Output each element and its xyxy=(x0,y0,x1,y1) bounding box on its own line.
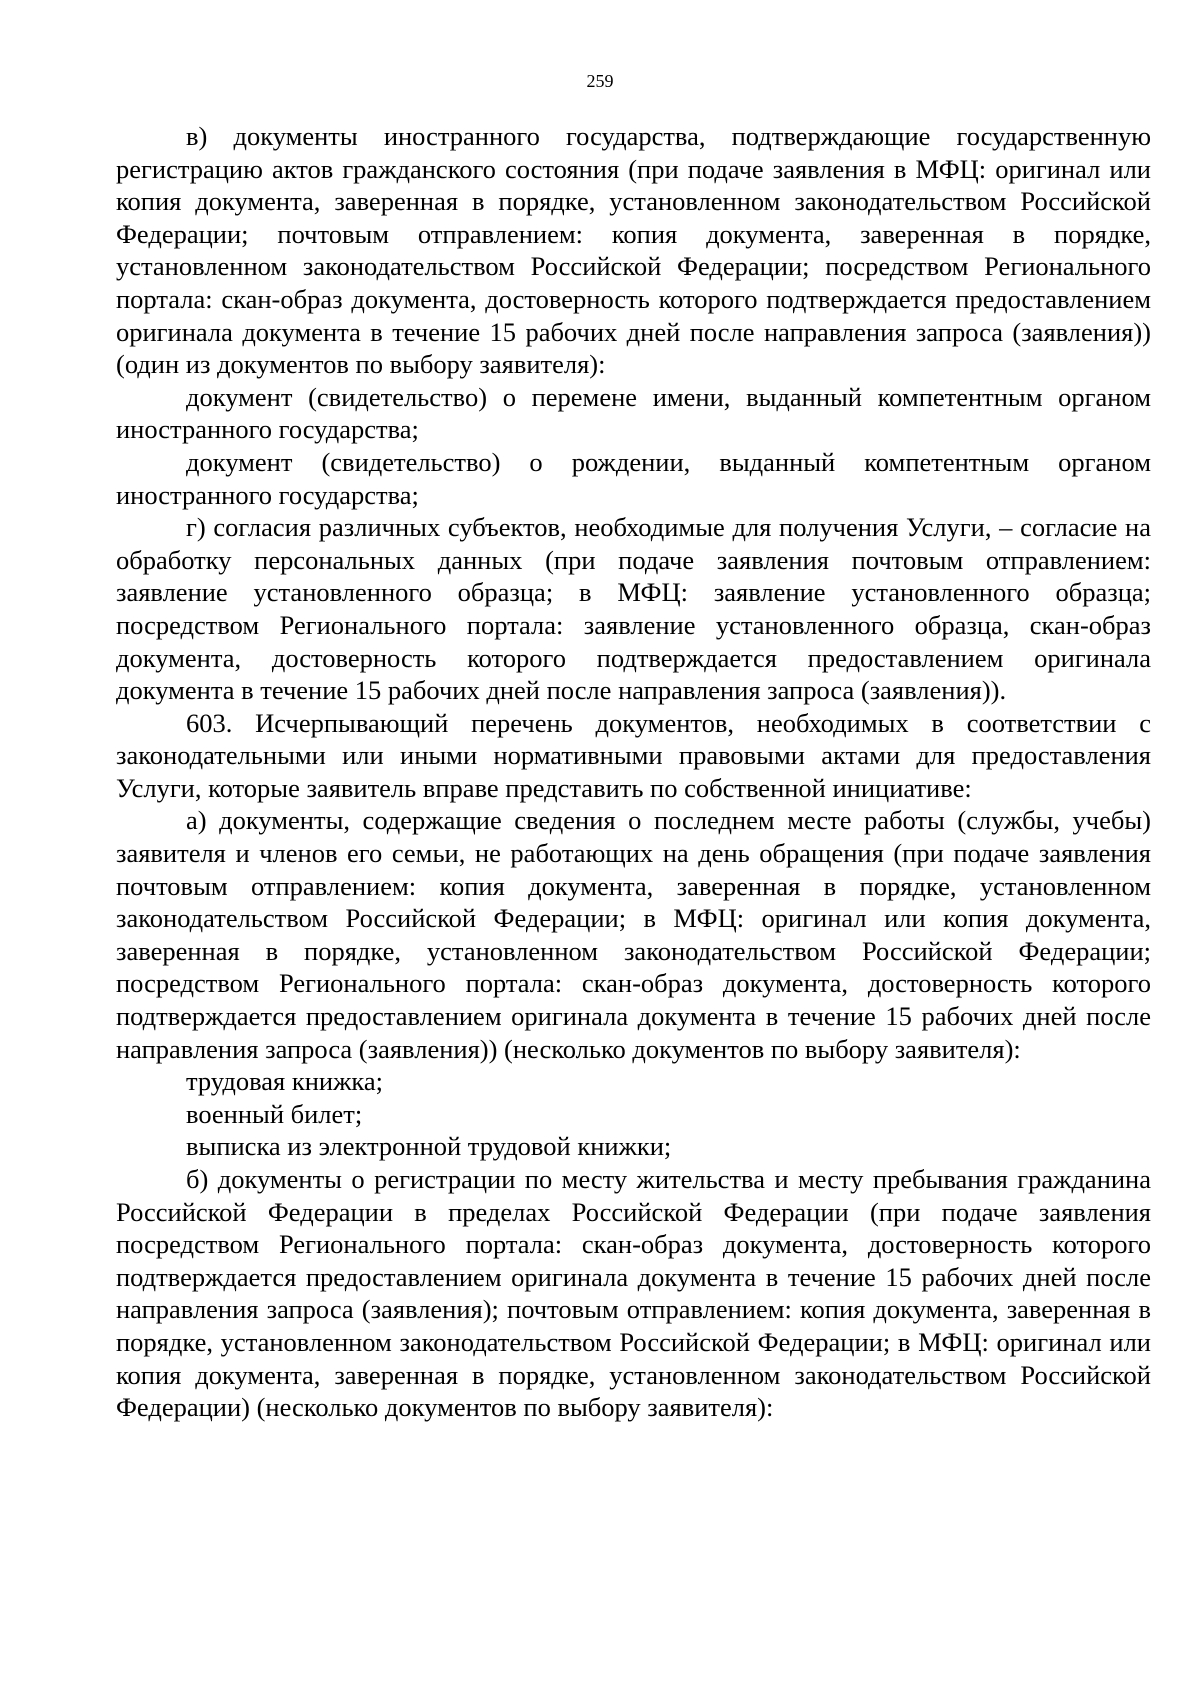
paragraph-name-change-certificate: документ (свидетельство) о перемене имени, выданный компетентным органом иностранного государства; xyxy=(116,381,1151,445)
paragraph-item-b: б) документы о регистрации по месту жительства и месту пребывания гражданина Российской Федерации в пределах Российской Федерации (при подаче заявления посредством Регионального портала: скан-образ документа, достоверность которого подтверждается предоставлением оригинала документа в течение 15 рабочих дней после направления запроса (заявления); почтовым отправлением: копия документа, заверенная в порядке, установленном законодательством Российской Федерации; в МФЦ: оригинал или копия документа, заверенная в порядке, установленном законодательством Российской Федерации) (несколько документов по выбору заявителя): xyxy=(116,1164,1151,1423)
paragraph-clause-603: 603. Исчерпывающий перечень документов, необходимых в соответствии с законодательными или иными нормативными правовыми актами для предоставления Услуги, которые заявитель вправе представить по собственной инициативе: xyxy=(116,707,1151,803)
page-number: 259 xyxy=(586,71,614,91)
paragraph-birth-certificate: документ (свидетельство) о рождении, выданный компетентным органом иностранного государства; xyxy=(116,446,1151,510)
paragraph-military-id: военный билет; xyxy=(186,1098,363,1129)
paragraph-item-v: в) документы иностранного государства, подтверждающие государственную регистрацию актов гражданского состояния (при подаче заявления в МФЦ: оригинал или копия документа, заверенная в порядке, установленном законодательством Российской Федерации; почтовым отправлением: копия документа, заверенная в порядке, установленном законодательством Российской Федерации; посредством Регионального портала: скан-образ документа, достоверность которого подтверждается предоставлением оригинала документа в течение 15 рабочих дней после направления запроса (заявления)) (один из документов по выбору заявителя): xyxy=(116,121,1151,380)
paragraph-item-a: а) документы, содержащие сведения о последнем месте работы (службы, учебы) заявителя и членов его семьи, не работающих на день обращения (при подаче заявления почтовым отправлением: копия документа, заверенная в порядке, установленном законодательством Российской Федерации; в МФЦ: оригинал или копия документа, заверенная в порядке, установленном законодательством Российской Федерации; посредством Регионального портала: скан-образ документа, достоверность которого подтверждается предоставлением оригинала документа в течение 15 рабочих дней после направления запроса (заявления)) (несколько документов по выбору заявителя): xyxy=(116,805,1151,1064)
paragraph-item-g: г) согласия различных субъектов, необходимые для получения Услуги, – согласие на обработку персональных данных (при подаче заявления почтовым отправлением: заявление установленного образца; в МФЦ: заявление установленного образца; посредством Регионального портала: заявление установленного образца, скан-образ документа, достоверность которого подтверждается предоставлением оригинала документа в течение 15 рабочих дней после направления запроса (заявления)). xyxy=(116,512,1151,706)
paragraph-electronic-work-book: выписка из электронной трудовой книжки; xyxy=(186,1131,672,1162)
paragraph-work-book: трудовая книжка; xyxy=(186,1066,384,1097)
document-body xyxy=(116,120,1151,1424)
